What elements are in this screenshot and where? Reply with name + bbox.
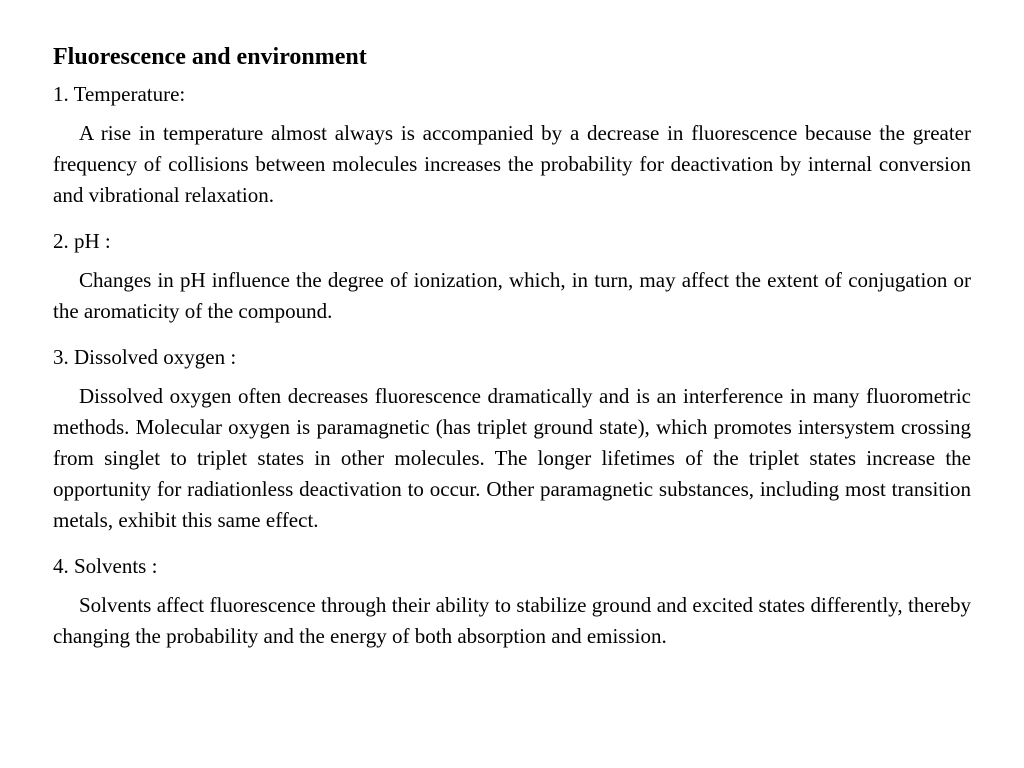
section-heading-dissolved-oxygen: 3. Dissolved oxygen : [53,345,237,369]
section-heading-ph: 2. pH : [53,229,111,253]
section-heading-temperature: 1. Temperature: [53,82,186,106]
section-body-solvents: Solvents affect fluorescence through their ability to stabilize ground and excited states differently, thereby changing the probability and the energy of both absorption and emission. [53,593,971,648]
slide-content [53,40,971,667]
section-body-dissolved-oxygen: Dissolved oxygen often decreases fluorescence dramatically and is an interference in many fluorometric methods. Molecular oxygen is paramagnetic (has triplet ground state), which promotes intersystem crossing from singlet to triplet states in other molecules. The longer lifetimes of the triplet states increase the opportunity for radiationless deactivation to occur. Other paramagnetic substances, including most transition metals, exhibit this same effect. [53,384,971,532]
page-title: Fluorescence and environment [53,44,367,70]
section-body-temperature: A rise in temperature almost always is accompanied by a decrease in fluorescence because the greater frequency of collisions between molecules increases the probability for deactivation by internal conversion and vibrational relaxation. [53,121,971,207]
section-body-ph: Changes in pH influence the degree of ionization, which, in turn, may affect the extent of conjugation or the aromaticity of the compound. [53,268,971,323]
section-heading-solvents: 4. Solvents : [53,554,158,578]
